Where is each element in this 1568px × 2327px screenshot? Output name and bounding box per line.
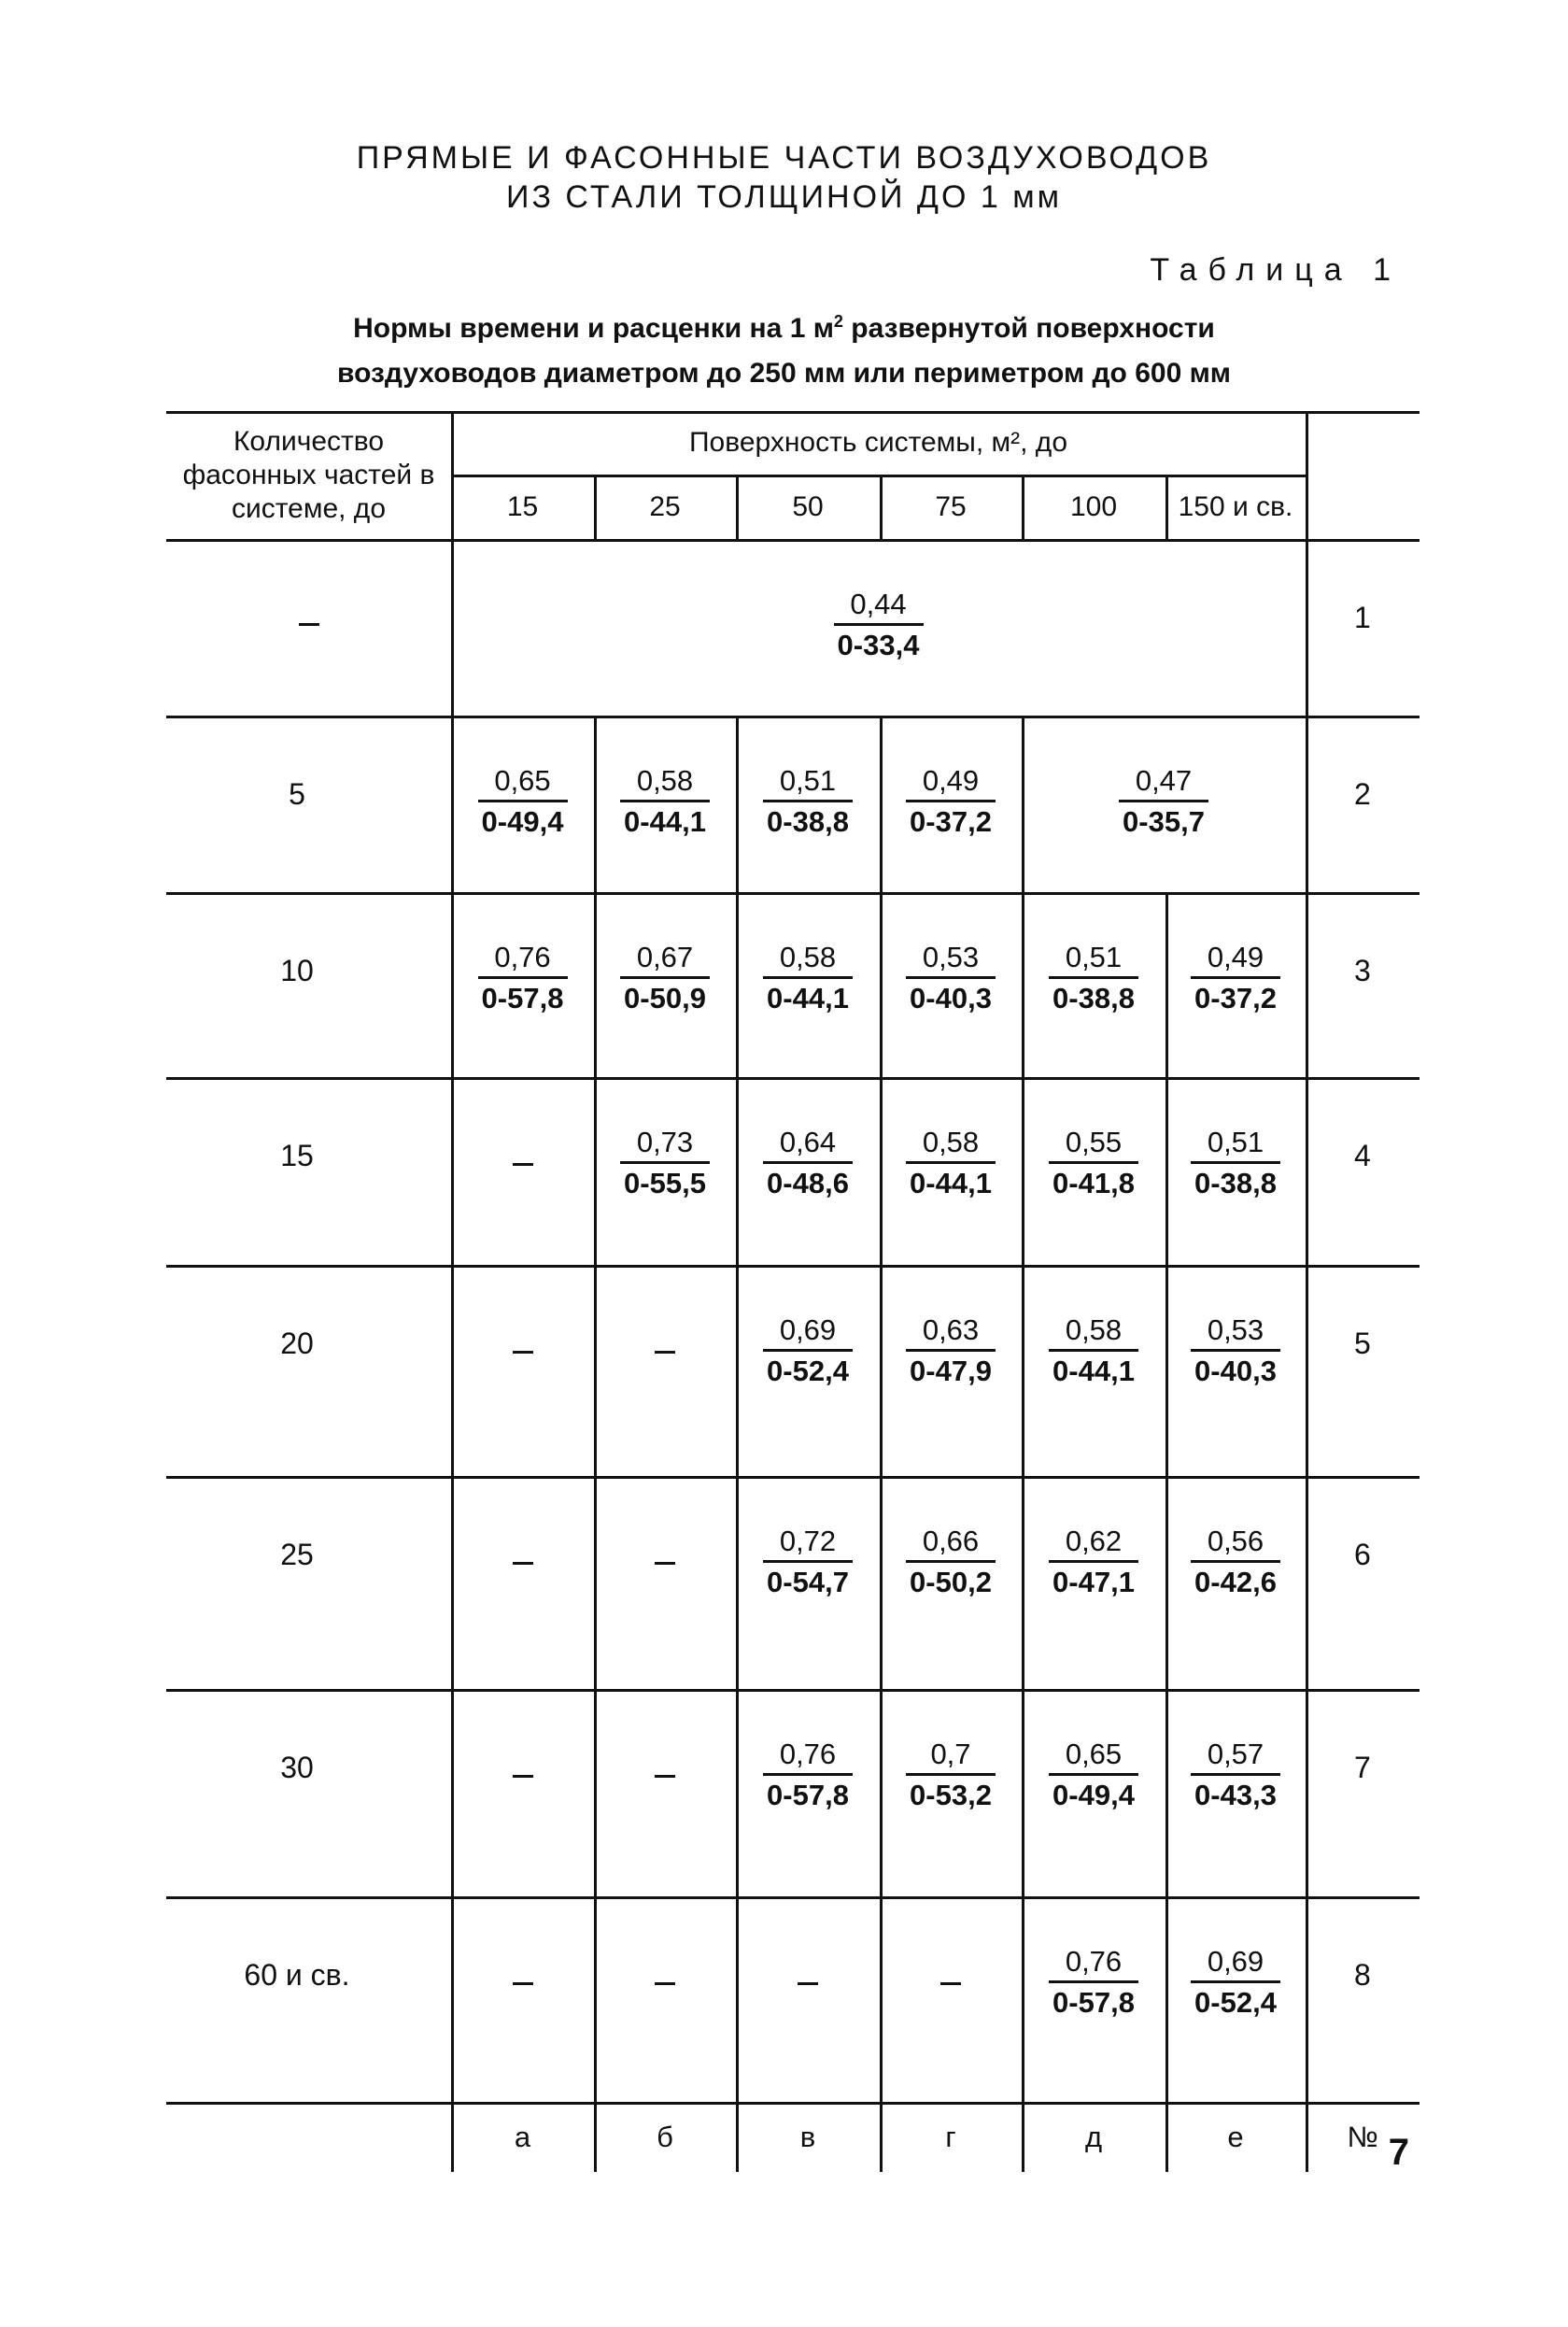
page-title [0, 138, 1568, 217]
time-norm: 0,62 [1065, 1525, 1123, 1557]
norm-fraction [738, 1523, 878, 1602]
price-rate: 0-40,3 [910, 982, 992, 1015]
price-rate: 0-50,9 [624, 982, 706, 1015]
row-header: Количество фасонных частей в системе, до [182, 425, 435, 524]
title-line-1: ПРЯМЫЕ И ФАСОННЫЕ ЧАСТИ ВОЗДУХОВОДОВ [356, 140, 1212, 176]
norm-fraction [881, 1312, 1021, 1391]
norm-fraction [1024, 1523, 1164, 1602]
empty-cell-dash [513, 1982, 533, 1985]
norm-fraction [1024, 1312, 1164, 1391]
row-separator-rule [166, 716, 1420, 718]
price-rate: 0-41,8 [1052, 1167, 1135, 1199]
table-rule [880, 1896, 883, 2102]
time-norm: 0,49 [1207, 941, 1264, 973]
time-norm: 0,64 [779, 1126, 837, 1158]
table-rule [1306, 411, 1308, 539]
price-rate: 0-53,2 [910, 1779, 992, 1811]
time-norm: 0,69 [779, 1313, 837, 1346]
time-norm: 0,56 [1207, 1525, 1264, 1557]
norm-fraction [1024, 1943, 1164, 2022]
column-letter: а [514, 2121, 531, 2153]
row-separator-rule [166, 1265, 1420, 1268]
time-norm: 0,51 [1207, 1126, 1264, 1158]
surface-column-header: 100 [1069, 490, 1118, 522]
price-rate: 0-43,3 [1194, 1779, 1277, 1811]
table-label: Таблица 1 [1150, 252, 1402, 288]
norm-fraction [1024, 1736, 1164, 1815]
row-number: 6 [1354, 1538, 1371, 1571]
time-norm: 0,63 [922, 1313, 980, 1346]
time-norm: 0,53 [922, 941, 980, 973]
surface-column-header: 25 [649, 490, 681, 522]
number-sign-header: № [1347, 2121, 1378, 2153]
time-norm: 0,55 [1065, 1126, 1123, 1158]
row-number: 3 [1354, 954, 1371, 987]
empty-cell-dash [655, 1351, 675, 1354]
price-rate: 0-49,4 [1052, 1779, 1135, 1811]
price-rate: 0-50,2 [910, 1566, 992, 1598]
surface-column-header: 150 и св. [1178, 490, 1293, 522]
norm-fraction [595, 762, 735, 842]
surface-column-header: 50 [792, 490, 824, 522]
row-quantity: 20 [280, 1327, 314, 1360]
norm-fraction [738, 762, 878, 842]
time-norm: 0,49 [922, 764, 980, 797]
time-norm: 0,51 [1065, 941, 1123, 973]
norm-fraction [881, 762, 1021, 842]
table-rule [451, 1265, 454, 1476]
time-norm: 0,44 [850, 588, 907, 620]
row-quantity: 5 [289, 777, 305, 811]
norm-fraction [738, 1736, 878, 1815]
norm-fraction [1165, 1523, 1306, 1602]
time-norm: 0,76 [494, 941, 551, 973]
row-number: 8 [1354, 1958, 1371, 1992]
row-separator-rule [166, 1077, 1420, 1080]
table-rule [736, 1896, 739, 2102]
row-quantity: 30 [280, 1751, 314, 1784]
table-rule [1022, 716, 1024, 892]
surface-column-header: 15 [506, 490, 539, 522]
norm-fraction [738, 939, 878, 1018]
empty-cell-dash [513, 1351, 533, 1354]
norm-fraction [595, 939, 735, 1018]
row-number: 7 [1354, 1751, 1371, 1784]
empty-cell-dash [513, 1163, 533, 1166]
norm-fraction [1165, 939, 1306, 1018]
price-rate: 0-44,1 [910, 1167, 992, 1199]
norm-fraction [809, 586, 949, 665]
table-rule [1306, 1476, 1308, 1689]
price-rate: 0-57,8 [1052, 1986, 1135, 2019]
time-norm: 0,47 [1135, 764, 1193, 797]
price-rate: 0-44,1 [1052, 1355, 1135, 1387]
row-separator-rule [166, 1476, 1420, 1479]
table-rule [451, 1476, 454, 1689]
table-rule [594, 1689, 597, 1896]
row-quantity-dash [299, 623, 319, 626]
empty-cell-dash [798, 1982, 818, 1985]
surface-header: Поверхность системы, м², до [688, 427, 1067, 458]
price-rate: 0-38,8 [767, 805, 849, 838]
row-separator-rule [166, 892, 1420, 895]
norm-fraction [881, 1736, 1021, 1815]
time-norm: 0,58 [1065, 1313, 1123, 1346]
price-rate: 0-55,5 [624, 1167, 706, 1199]
price-rate: 0-38,8 [1194, 1167, 1277, 1199]
price-rate: 0-44,1 [624, 805, 706, 838]
price-rate: 0-52,4 [1194, 1986, 1277, 2019]
column-letter: е [1227, 2121, 1244, 2153]
time-norm: 0,66 [922, 1525, 980, 1557]
column-letter: г [945, 2121, 956, 2153]
time-norm: 0,53 [1207, 1313, 1264, 1346]
table-rule [451, 1896, 454, 2102]
table-rule [1306, 1077, 1308, 1265]
time-norm: 0,57 [1207, 1738, 1264, 1770]
price-rate: 0-47,1 [1052, 1566, 1135, 1598]
surface-column-header: 75 [935, 490, 967, 522]
norm-fraction [881, 1124, 1021, 1203]
empty-cell-dash [655, 1562, 675, 1565]
time-norm: 0,65 [1065, 1738, 1123, 1770]
header-bottom-rule [166, 539, 1420, 542]
row-number: 2 [1354, 777, 1371, 811]
norm-fraction [1094, 762, 1234, 842]
table-rule [451, 1689, 454, 1896]
price-rate: 0-54,7 [767, 1566, 849, 1598]
table-rule [451, 1077, 454, 1265]
norm-fraction [738, 1124, 878, 1203]
norm-fraction [881, 1523, 1021, 1602]
row-separator-rule [166, 1689, 1420, 1692]
row-quantity: 15 [280, 1139, 314, 1172]
row-number: 1 [1354, 601, 1371, 634]
column-letter: б [657, 2121, 673, 2153]
caption-line-1: Нормы времени и расценки на 1 $м^2$ развернутой поверхности [353, 312, 1215, 344]
time-norm: 0,67 [636, 941, 694, 973]
time-norm: 0,51 [779, 764, 837, 797]
column-letter: в [799, 2121, 816, 2153]
empty-cell-dash [513, 1775, 533, 1778]
table-rule [594, 1896, 597, 2102]
column-letter: д [1084, 2121, 1103, 2153]
price-rate: 0-38,8 [1052, 982, 1135, 1015]
table-caption [0, 299, 1568, 396]
row-number: 5 [1354, 1327, 1371, 1360]
time-norm: 0,58 [922, 1126, 980, 1158]
row-quantity: 60 и св. [244, 1958, 350, 1992]
price-rate: 0-48,6 [767, 1167, 849, 1199]
norm-fraction [453, 939, 593, 1018]
row-number: 4 [1354, 1139, 1371, 1172]
table-rule [594, 1476, 597, 1689]
norm-fraction [1165, 1312, 1306, 1391]
empty-cell-dash [655, 1982, 675, 1985]
time-norm: 0,58 [636, 764, 694, 797]
table-rule [1306, 1265, 1308, 1476]
price-rate: 0-49,4 [481, 805, 564, 838]
time-norm: 0,7 [930, 1738, 971, 1770]
price-rate: 0-37,2 [910, 805, 992, 838]
time-norm: 0,72 [779, 1525, 837, 1557]
norm-fraction [1165, 1943, 1306, 2022]
time-norm: 0,76 [1065, 1945, 1123, 1978]
time-norm: 0,76 [779, 1738, 837, 1770]
price-rate: 0-44,1 [767, 982, 849, 1015]
norm-fraction [1165, 1124, 1306, 1203]
norm-fraction [453, 762, 593, 842]
price-rate: 0-47,9 [910, 1355, 992, 1387]
price-rate: 0-33,4 [837, 629, 920, 661]
title-line-2: ИЗ СТАЛИ ТОЛЩИНОЙ ДО 1 мм [506, 179, 1062, 215]
caption-line-2: воздуховодов диаметром до 250 мм или периметром до 600 мм [337, 358, 1231, 389]
table-rule [1306, 539, 1308, 716]
footer-top-rule [166, 2102, 1420, 2105]
table-rule [1306, 1896, 1308, 2102]
time-norm: 0,73 [636, 1126, 694, 1158]
price-rate: 0-35,7 [1123, 805, 1205, 838]
table-rule [594, 1265, 597, 1476]
norm-fraction [738, 1312, 878, 1391]
price-rate: 0-42,6 [1194, 1566, 1277, 1598]
norm-fraction [1165, 1736, 1306, 1815]
empty-cell-dash [940, 1982, 961, 1985]
price-rate: 0-57,8 [767, 1779, 849, 1811]
page-number: 7 [1388, 2132, 1409, 2173]
norm-fraction [595, 1124, 735, 1203]
time-norm: 0,65 [494, 764, 551, 797]
table-rule [451, 539, 454, 716]
price-rate: 0-40,3 [1194, 1355, 1277, 1387]
price-rate: 0-37,2 [1194, 982, 1277, 1015]
empty-cell-dash [655, 1775, 675, 1778]
time-norm: 0,69 [1207, 1945, 1264, 1978]
table-rule [1306, 716, 1308, 892]
row-quantity: 25 [280, 1538, 314, 1571]
norm-fraction [1024, 1124, 1164, 1203]
norm-fraction [881, 939, 1021, 1018]
row-separator-rule [166, 1896, 1420, 1899]
table-rule [1306, 892, 1308, 1077]
table-rule [1306, 1689, 1308, 1896]
row-quantity: 10 [280, 954, 314, 987]
price-rate: 0-52,4 [767, 1355, 849, 1387]
time-norm: 0,58 [779, 941, 837, 973]
norm-fraction [1024, 939, 1164, 1018]
empty-cell-dash [513, 1562, 533, 1565]
price-rate: 0-57,8 [481, 982, 564, 1015]
